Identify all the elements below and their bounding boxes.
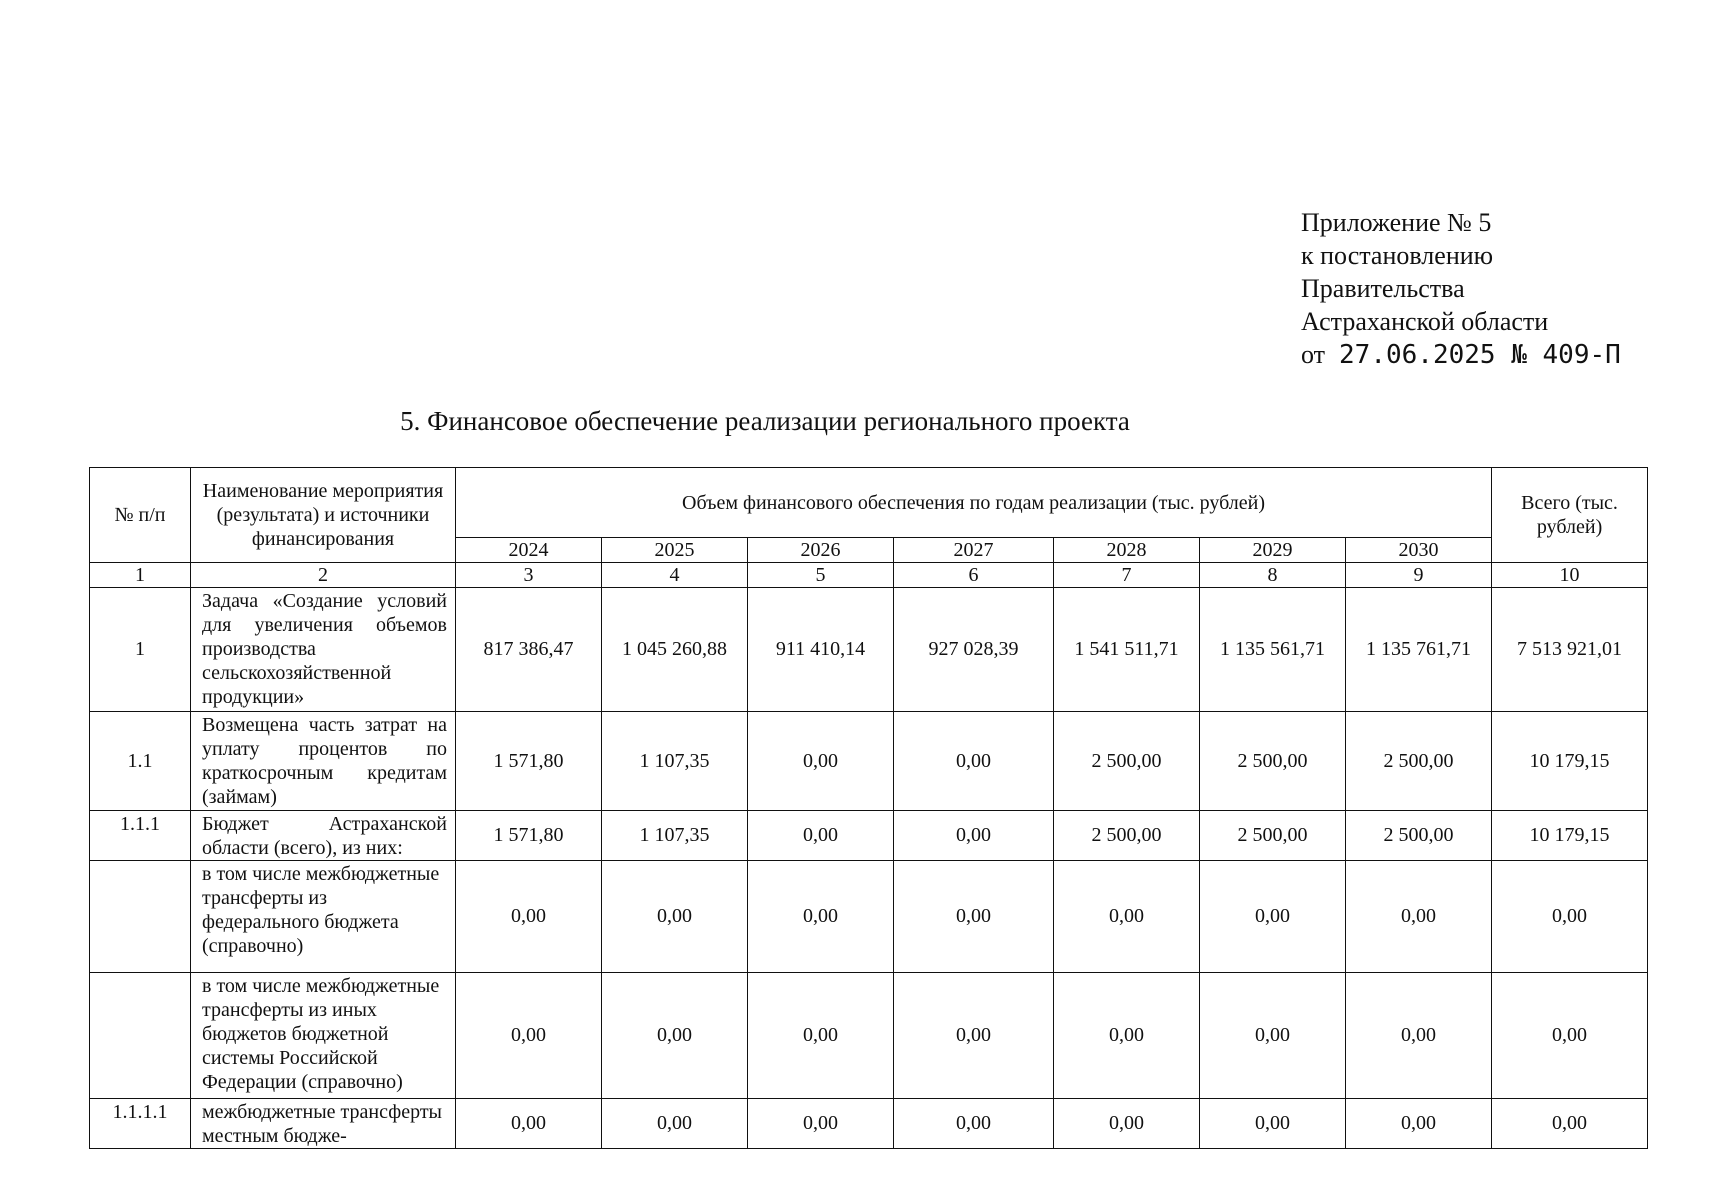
- column-number: 2: [191, 563, 456, 588]
- appendix-date-number: 27.06.2025 № 409-П: [1339, 340, 1621, 370]
- header-total: Всего (тыс. рублей): [1492, 468, 1648, 563]
- row-number: 1.1.1.1: [90, 1099, 191, 1149]
- table-row: [90, 811, 1648, 861]
- row-year-value: 0,00: [602, 1099, 748, 1149]
- row-year-value: 0,00: [602, 973, 748, 1099]
- row-year-value: 0,00: [1200, 973, 1346, 1099]
- appendix-block: [1301, 206, 1621, 372]
- financing-table: [89, 467, 1648, 1149]
- header-name: Наименование мероприятия (результата) и источники финансирования: [191, 468, 456, 563]
- column-number: 9: [1346, 563, 1492, 588]
- appendix-line-1: Приложение № 5: [1301, 208, 1492, 237]
- row-year-value: 927 028,39: [894, 588, 1054, 712]
- column-number: 3: [456, 563, 602, 588]
- row-year-value: 0,00: [1346, 1099, 1492, 1149]
- row-year-value: 0,00: [1054, 973, 1200, 1099]
- row-year-value: 2 500,00: [1200, 712, 1346, 811]
- row-name: Возмещена часть затрат на уплату процентов по краткосрочным кредитам (займам): [191, 712, 456, 811]
- row-year-value: 0,00: [456, 1099, 602, 1149]
- table-row: [90, 861, 1648, 973]
- row-year-value: 2 500,00: [1200, 811, 1346, 861]
- row-year-value: 0,00: [748, 811, 894, 861]
- row-year-value: 0,00: [894, 712, 1054, 811]
- row-year-value: 0,00: [894, 811, 1054, 861]
- appendix-date-line: [1301, 338, 1621, 372]
- row-year-value: 1 571,80: [456, 811, 602, 861]
- row-name: межбюджетные трансферты местным бюдже-: [191, 1099, 456, 1149]
- row-total-value: 7 513 921,01: [1492, 588, 1648, 712]
- header-volume: Объем финансового обеспечения по годам реализации (тыс. рублей): [456, 468, 1492, 538]
- appendix-line-4: Астраханской области: [1301, 307, 1549, 336]
- row-name: Задача «Создание условий для увеличения объемов производства сельскохозяйственной продукции»: [191, 588, 456, 712]
- row-total-value: 0,00: [1492, 1099, 1648, 1149]
- row-year-value: 1 045 260,88: [602, 588, 748, 712]
- appendix-line-2: к постановлению: [1301, 241, 1494, 270]
- row-year-value: 1 541 511,71: [1054, 588, 1200, 712]
- year-header-2025: 2025: [602, 538, 748, 563]
- row-name: в том числе межбюджетные трансферты из федерального бюджета (справочно): [191, 861, 456, 973]
- row-total-value: 0,00: [1492, 861, 1648, 973]
- row-year-value: 817 386,47: [456, 588, 602, 712]
- row-number: [90, 861, 191, 973]
- row-year-value: 2 500,00: [1346, 811, 1492, 861]
- row-name: в том числе межбюджетные трансферты из иных бюджетов бюджетной системы Российской Федерации (справочно): [191, 973, 456, 1099]
- year-header-2030: 2030: [1346, 538, 1492, 563]
- row-year-value: 0,00: [748, 861, 894, 973]
- year-header-2028: 2028: [1054, 538, 1200, 563]
- year-header-2026: 2026: [748, 538, 894, 563]
- column-number: 5: [748, 563, 894, 588]
- row-year-value: 0,00: [748, 712, 894, 811]
- row-year-value: 1 107,35: [602, 811, 748, 861]
- appendix-line-3: Правительства: [1301, 274, 1465, 303]
- row-year-value: 1 107,35: [602, 712, 748, 811]
- table-row: [90, 588, 1648, 712]
- row-year-value: 0,00: [894, 1099, 1054, 1149]
- column-number: 4: [602, 563, 748, 588]
- row-year-value: 0,00: [1200, 861, 1346, 973]
- row-number: 1.1: [90, 712, 191, 811]
- year-header-2027: 2027: [894, 538, 1054, 563]
- year-header-2029: 2029: [1200, 538, 1346, 563]
- column-number: 1: [90, 563, 191, 588]
- column-number: 7: [1054, 563, 1200, 588]
- row-year-value: 911 410,14: [748, 588, 894, 712]
- row-total-value: 10 179,15: [1492, 811, 1648, 861]
- row-number: 1: [90, 588, 191, 712]
- row-total-value: 0,00: [1492, 973, 1648, 1099]
- row-year-value: 0,00: [1200, 1099, 1346, 1149]
- row-year-value: 0,00: [1346, 973, 1492, 1099]
- header-num: № п/п: [90, 468, 191, 563]
- column-number-row: [90, 563, 1648, 588]
- row-year-value: 0,00: [456, 973, 602, 1099]
- row-year-value: 2 500,00: [1054, 811, 1200, 861]
- table-row: [90, 1099, 1648, 1149]
- row-year-value: 2 500,00: [1346, 712, 1492, 811]
- row-year-value: 2 500,00: [1054, 712, 1200, 811]
- appendix-from-label: от: [1301, 340, 1326, 369]
- row-year-value: 0,00: [894, 861, 1054, 973]
- row-year-value: 0,00: [602, 861, 748, 973]
- row-year-value: 0,00: [1054, 861, 1200, 973]
- row-year-value: 0,00: [894, 973, 1054, 1099]
- column-number: 10: [1492, 563, 1648, 588]
- row-year-value: 0,00: [1054, 1099, 1200, 1149]
- table-row: [90, 973, 1648, 1099]
- row-name: Бюджет Астраханской области (всего), из них:: [191, 811, 456, 861]
- row-year-value: 1 135 761,71: [1346, 588, 1492, 712]
- row-year-value: 1 571,80: [456, 712, 602, 811]
- row-year-value: 0,00: [748, 1099, 894, 1149]
- row-year-value: 1 135 561,71: [1200, 588, 1346, 712]
- row-number: [90, 973, 191, 1099]
- table-row: [90, 712, 1648, 811]
- year-header-2024: 2024: [456, 538, 602, 563]
- row-number: 1.1.1: [90, 811, 191, 861]
- row-year-value: 0,00: [456, 861, 602, 973]
- column-number: 8: [1200, 563, 1346, 588]
- column-number: 6: [894, 563, 1054, 588]
- document-title: 5. Финансовое обеспечение реализации регионального проекта: [400, 406, 1130, 436]
- row-year-value: 0,00: [748, 973, 894, 1099]
- row-total-value: 10 179,15: [1492, 712, 1648, 811]
- row-year-value: 0,00: [1346, 861, 1492, 973]
